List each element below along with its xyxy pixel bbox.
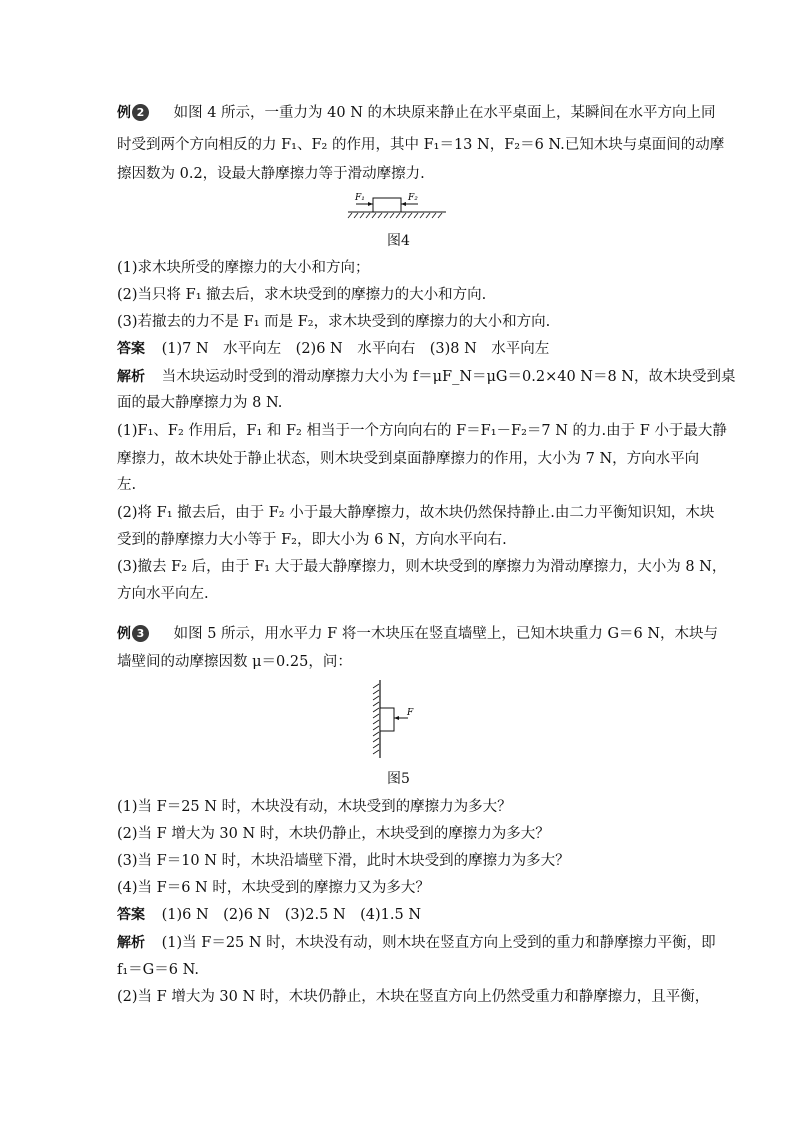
question-item: (2)当只将 F₁ 撤去后，求木块受到的摩擦力的大小和方向. [117,287,487,303]
problem-text: 擦因数为 0.2，设最大静摩擦力等于滑动摩擦力. [117,166,425,182]
analysis-label: 解析 [117,935,145,951]
f1-label: F₁ [355,193,365,203]
analysis-text: (1)F₁、F₂ 作用后，F₁ 和 F₂ 相当于一个方向向右的 F＝F₁－F₂＝7 N 的力.由于 F 小于最大静 [117,423,727,439]
analysis-text: 当木块运动时受到的滑动摩擦力大小为 f＝μF_N＝μG＝0.2×40 N＝8 N，故木块受到桌 [161,369,736,385]
figure-5-caption: 图5 [387,771,410,787]
answer-text: (1)6 N (2)6 N (3)2.5 N (4)1.5 N [161,907,422,923]
problem-text: 时受到两个方向相反的力 F₁、F₂ 的作用，其中 F₁＝13 N，F₂＝6 N.已知木块与桌面间的动摩 [117,137,725,153]
analysis-text: f₁＝G＝6 N. [117,962,199,978]
example-tag: 例 [117,626,131,642]
analysis-text: (2)当 F 增大为 30 N 时，木块仍静止，木块在竖直方向上仍然受重力和静摩擦力，且平衡， [117,989,710,1005]
answer-label: 答案 [117,907,145,923]
question-item: (1)求木块所受的摩擦力的大小和方向； [117,260,370,276]
answer-line [117,339,549,359]
answer-label: 答案 [117,341,145,357]
question-item: (1)当 F＝25 N 时，木块没有动，木块受到的摩擦力为多大？ [117,799,512,815]
question-item: (3)若撤去的力不是 F₁ 而是 F₂，求木块受到的摩擦力的大小和方向. [117,314,551,330]
question-item: (2)当 F 增大为 30 N 时，木块仍静止，木块受到的摩擦力为多大？ [117,826,550,842]
analysis-text: 左. [117,477,137,493]
analysis-text: (1)当 F＝25 N 时，木块没有动，则木块在竖直方向上受到的重力和静摩擦力平衡，即 [161,935,716,951]
analysis-text: 受到的静摩擦力大小等于 F₂，即大小为 6 N，方向水平向右. [117,532,507,548]
figure-5-diagram [370,678,420,760]
block-rect [380,708,394,731]
figure-4-diagram [346,190,448,220]
question-item: (3)当 F＝10 N 时，木块沿墙壁下滑，此时木块受到的摩擦力为多大？ [117,853,570,869]
analysis-line [117,933,716,953]
analysis-text: (2)将 F₁ 撤去后，由于 F₂ 小于最大静摩擦力，故木块仍然保持静止.由二力平衡知识知，木块 [117,505,715,521]
analysis-line [117,367,736,387]
block-rect [373,198,401,212]
problem-text: 如图 4 所示，一重力为 40 N 的木块原来静止在水平桌面上，某瞬间在水平方向上同 [173,105,716,121]
analysis-text: (3)撤去 F₂ 后，由于 F₁ 大于最大静摩擦力，则木块受到的摩擦力为滑动摩擦力，大小为 8 N， [117,559,727,575]
figure-4-caption: 图4 [387,233,410,249]
f-label: F [407,708,414,718]
example-tag: 例 [117,105,131,121]
example-2-line-1 [117,103,716,123]
example-number-badge: 3 [132,625,149,642]
problem-text: 墙壁间的动摩擦因数 μ＝0.25，问： [117,654,352,670]
answer-text: (1)7 N 水平向左 (2)6 N 水平向右 (3)8 N 水平向左 [161,341,550,357]
question-item: (4)当 F＝6 N 时，木块受到的摩擦力又为多大？ [117,880,430,896]
problem-text: 如图 5 所示，用水平力 F 将一木块压在竖直墙壁上，已知木块重力 G＝6 N，木块与 [173,626,719,642]
f2-label: F₂ [408,193,418,203]
analysis-text: 方向水平向左. [117,586,209,602]
example-number-badge: 2 [132,104,149,121]
analysis-text: 摩擦力，故木块处于静止状态，则木块受到桌面静摩擦力的作用，大小为 7 N，方向水平向 [117,451,700,467]
answer-line [117,905,421,925]
analysis-text: 面的最大静摩擦力为 8 N. [117,395,283,411]
example-3-line-1 [117,624,718,644]
analysis-label: 解析 [117,369,145,385]
